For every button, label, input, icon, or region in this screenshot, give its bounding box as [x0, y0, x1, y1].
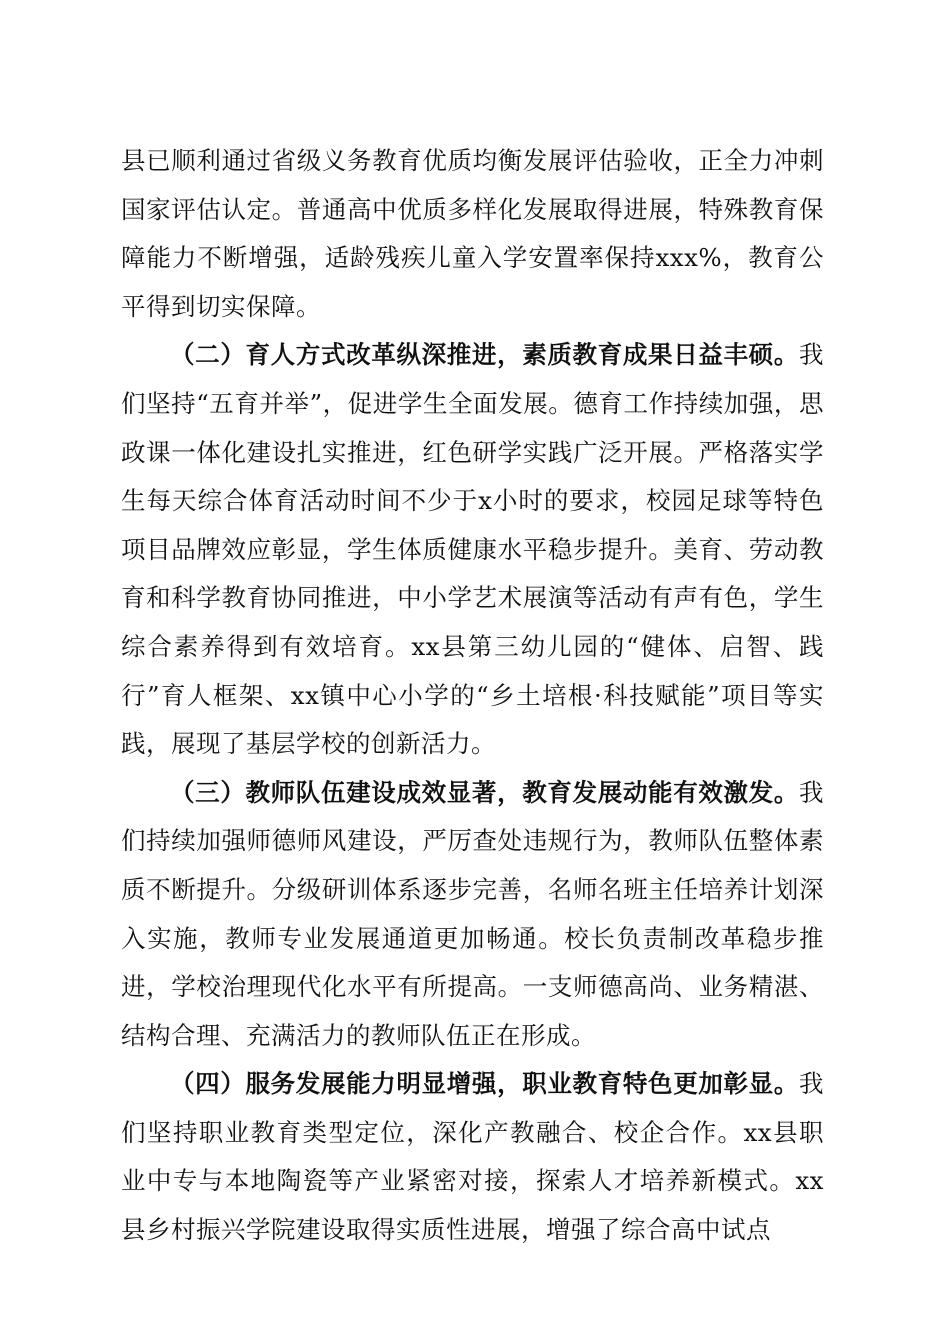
section-heading: （四）服务发展能力明显增强，职业教育特色更加彰显。 — [170, 1069, 799, 1099]
paragraph-continuation — [121, 137, 824, 331]
paragraph-section-2 — [121, 331, 824, 768]
document-body — [121, 137, 824, 1255]
paragraph-text: 我们坚持职业教育类型定位，深化产教融合、校企合作。xx县职业中专与本地陶瓷等产业紧密对接，探索人才培养新模式。xx县乡村振兴学院建设取得实质性进展，增强了综合高中试点 — [121, 1069, 824, 1245]
section-heading: （三）教师队伍建设成效显著，教育发展动能有效激发。 — [170, 777, 799, 807]
paragraph-section-4 — [121, 1060, 824, 1254]
section-heading: （二）育人方式改革纵深推进，素质教育成果日益丰硕。 — [170, 340, 799, 370]
paragraph-text: 我们坚持“五育并举”，促进学生全面发展。德育工作持续加强，思政课一体化建设扎实推进，红色研学实践广泛开展。严格落实学生每天综合体育活动时间不少于x小时的要求，校园足球等特色项目品牌效应彰显，学生体质健康水平稳步提升。美育、劳动教育和科学教育协同推进，中小学艺术展演等活动有声有色，学生综合素养得到有效培育。xx县第三幼儿园的“健体、启智、践行”育人框架、xx镇中心小学的“乡土培根·科技赋能”项目等实践，展现了基层学校的创新活力。 — [121, 340, 824, 759]
paragraph-section-3 — [121, 769, 824, 1061]
paragraph-text: 县已顺利通过省级义务教育优质均衡发展评估验收，正全力冲刺国家评估认定。普通高中优质多样化发展取得进展，特殊教育保障能力不断增强，适龄残疾儿童入学安置率保持xxx%，教育公平得到切实保障。 — [121, 146, 824, 321]
paragraph-text: 我们持续加强师德师风建设，严厉查处违规行为，教师队伍整体素质不断提升。分级研训体系逐步完善，名师名班主任培养计划深入实施，教师专业发展通道更加畅通。校长负责制改革稳步推进，学校治理现代化水平有所提高。一支师德高尚、业务精湛、结构合理、充满活力的教师队伍正在形成。 — [121, 777, 824, 1050]
